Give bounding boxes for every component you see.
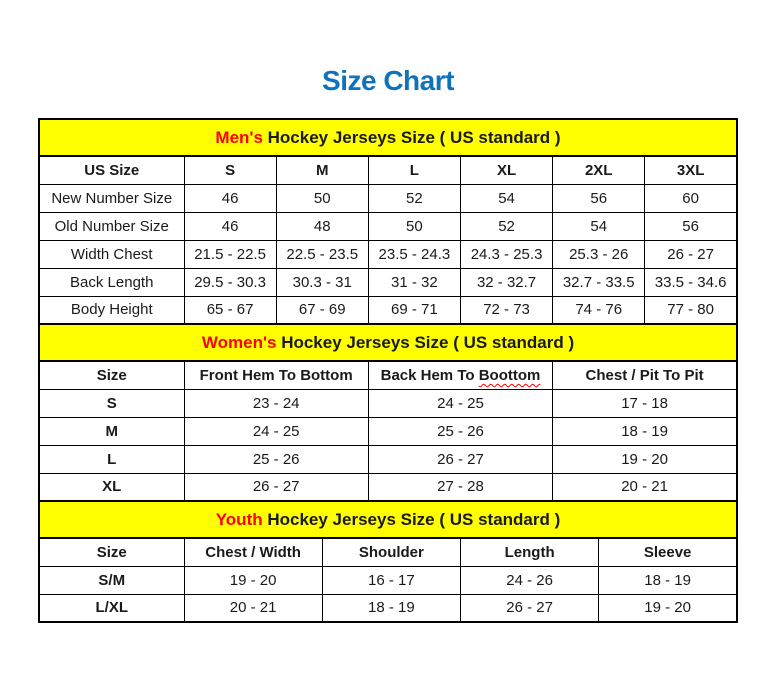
col-header-s: S — [184, 156, 276, 184]
col-header-length: Length — [461, 538, 599, 566]
row-label: New Number Size — [39, 184, 184, 212]
youth-section-title: Hockey Jerseys Size ( US standard ) — [262, 509, 561, 529]
table-cell: 23 - 24 — [184, 389, 368, 417]
row-label: XL — [39, 473, 184, 501]
womens-section-title: Hockey Jerseys Size ( US standard ) — [276, 332, 575, 352]
table-cell: 52 — [368, 184, 460, 212]
mens-section-title: Hockey Jerseys Size ( US standard ) — [262, 127, 561, 147]
table-cell: 65 - 67 — [184, 296, 276, 324]
table-cell: 46 — [184, 212, 276, 240]
womens-section-header-row — [39, 324, 737, 361]
table-cell: 24 - 26 — [461, 566, 599, 594]
table-cell: 54 — [460, 184, 552, 212]
row-label: Old Number Size — [39, 212, 184, 240]
row-label: Back Length — [39, 268, 184, 296]
col-header-shoulder: Shoulder — [322, 538, 460, 566]
col-header-chest-width: Chest / Width — [184, 538, 322, 566]
col-header-sleeve: Sleeve — [599, 538, 737, 566]
mens-section-header — [39, 119, 737, 156]
table-cell: 31 - 32 — [368, 268, 460, 296]
back-hem-misspelled-word: Boottom — [478, 366, 541, 384]
table-cell: 25 - 26 — [368, 417, 552, 445]
row-label: S/M — [39, 566, 184, 594]
table-row — [39, 566, 737, 594]
row-label: Body Height — [39, 296, 184, 324]
row-label: Width Chest — [39, 240, 184, 268]
table-cell: 26 - 27 — [645, 240, 737, 268]
row-label: S — [39, 389, 184, 417]
table-row — [39, 473, 737, 501]
table-cell: 69 - 71 — [368, 296, 460, 324]
page-title: Size Chart — [322, 65, 454, 96]
table-cell: 16 - 17 — [322, 566, 460, 594]
table-cell: 22.5 - 23.5 — [276, 240, 368, 268]
size-chart — [38, 118, 738, 623]
row-label: L/XL — [39, 594, 184, 622]
table-cell: 18 - 19 — [322, 594, 460, 622]
youth-column-header-row — [39, 538, 737, 566]
table-row — [39, 389, 737, 417]
col-header-2xl: 2XL — [553, 156, 645, 184]
table-cell: 30.3 - 31 — [276, 268, 368, 296]
table-cell: 21.5 - 22.5 — [184, 240, 276, 268]
mens-section-header-row — [39, 119, 737, 156]
table-cell: 56 — [553, 184, 645, 212]
youth-section-accent: Youth — [215, 509, 263, 529]
table-cell: 32 - 32.7 — [460, 268, 552, 296]
table-cell: 18 - 19 — [599, 566, 737, 594]
table-row — [39, 296, 737, 324]
table-cell: 24.3 - 25.3 — [460, 240, 552, 268]
table-row — [39, 594, 737, 622]
col-header-chest-pit: Chest / Pit To Pit — [553, 361, 737, 389]
youth-section-header — [39, 501, 737, 538]
table-cell: 50 — [276, 184, 368, 212]
table-cell: 20 - 21 — [184, 594, 322, 622]
table-cell: 24 - 25 — [368, 389, 552, 417]
table-cell: 32.7 - 33.5 — [553, 268, 645, 296]
mens-section-accent: Men's — [215, 127, 263, 147]
mens-size-table — [38, 118, 738, 325]
col-header-back-hem — [368, 361, 552, 389]
table-cell: 23.5 - 24.3 — [368, 240, 460, 268]
table-cell: 54 — [553, 212, 645, 240]
table-cell: 77 - 80 — [645, 296, 737, 324]
table-cell: 72 - 73 — [460, 296, 552, 324]
col-header-l: L — [368, 156, 460, 184]
table-cell: 20 - 21 — [553, 473, 737, 501]
table-cell: 26 - 27 — [368, 445, 552, 473]
table-row — [39, 417, 737, 445]
table-cell: 52 — [460, 212, 552, 240]
youth-table-body — [39, 566, 737, 622]
table-cell: 48 — [276, 212, 368, 240]
table-cell: 19 - 20 — [553, 445, 737, 473]
table-cell: 46 — [184, 184, 276, 212]
col-header-us-size: US Size — [39, 156, 184, 184]
table-cell: 19 - 20 — [599, 594, 737, 622]
col-header-m: M — [276, 156, 368, 184]
table-cell: 26 - 27 — [184, 473, 368, 501]
table-row — [39, 268, 737, 296]
table-cell: 25 - 26 — [184, 445, 368, 473]
table-cell: 29.5 - 30.3 — [184, 268, 276, 296]
womens-section-header — [39, 324, 737, 361]
col-header-size: Size — [39, 361, 184, 389]
table-cell: 56 — [645, 212, 737, 240]
col-header-3xl: 3XL — [645, 156, 737, 184]
col-header-xl: XL — [460, 156, 552, 184]
table-row — [39, 445, 737, 473]
table-cell: 26 - 27 — [461, 594, 599, 622]
row-label: L — [39, 445, 184, 473]
womens-section-accent: Women's — [201, 332, 277, 352]
table-cell: 74 - 76 — [553, 296, 645, 324]
womens-table-body — [39, 389, 737, 501]
table-cell: 18 - 19 — [553, 417, 737, 445]
table-cell: 19 - 20 — [184, 566, 322, 594]
col-header-front-hem: Front Hem To Bottom — [184, 361, 368, 389]
table-cell: 60 — [645, 184, 737, 212]
mens-table-body — [39, 184, 737, 324]
womens-column-header-row — [39, 361, 737, 389]
col-header-size: Size — [39, 538, 184, 566]
table-cell: 33.5 - 34.6 — [645, 268, 737, 296]
table-cell: 50 — [368, 212, 460, 240]
youth-section-header-row — [39, 501, 737, 538]
mens-column-header-row — [39, 156, 737, 184]
youth-size-table — [38, 500, 738, 623]
table-row — [39, 212, 737, 240]
table-cell: 24 - 25 — [184, 417, 368, 445]
womens-size-table — [38, 323, 738, 502]
table-cell: 25.3 - 26 — [553, 240, 645, 268]
table-row — [39, 184, 737, 212]
table-row — [39, 240, 737, 268]
row-label: M — [39, 417, 184, 445]
table-cell: 27 - 28 — [368, 473, 552, 501]
table-cell: 17 - 18 — [553, 389, 737, 417]
table-cell: 67 - 69 — [276, 296, 368, 324]
back-hem-prefix: Back Hem To — [380, 366, 479, 384]
